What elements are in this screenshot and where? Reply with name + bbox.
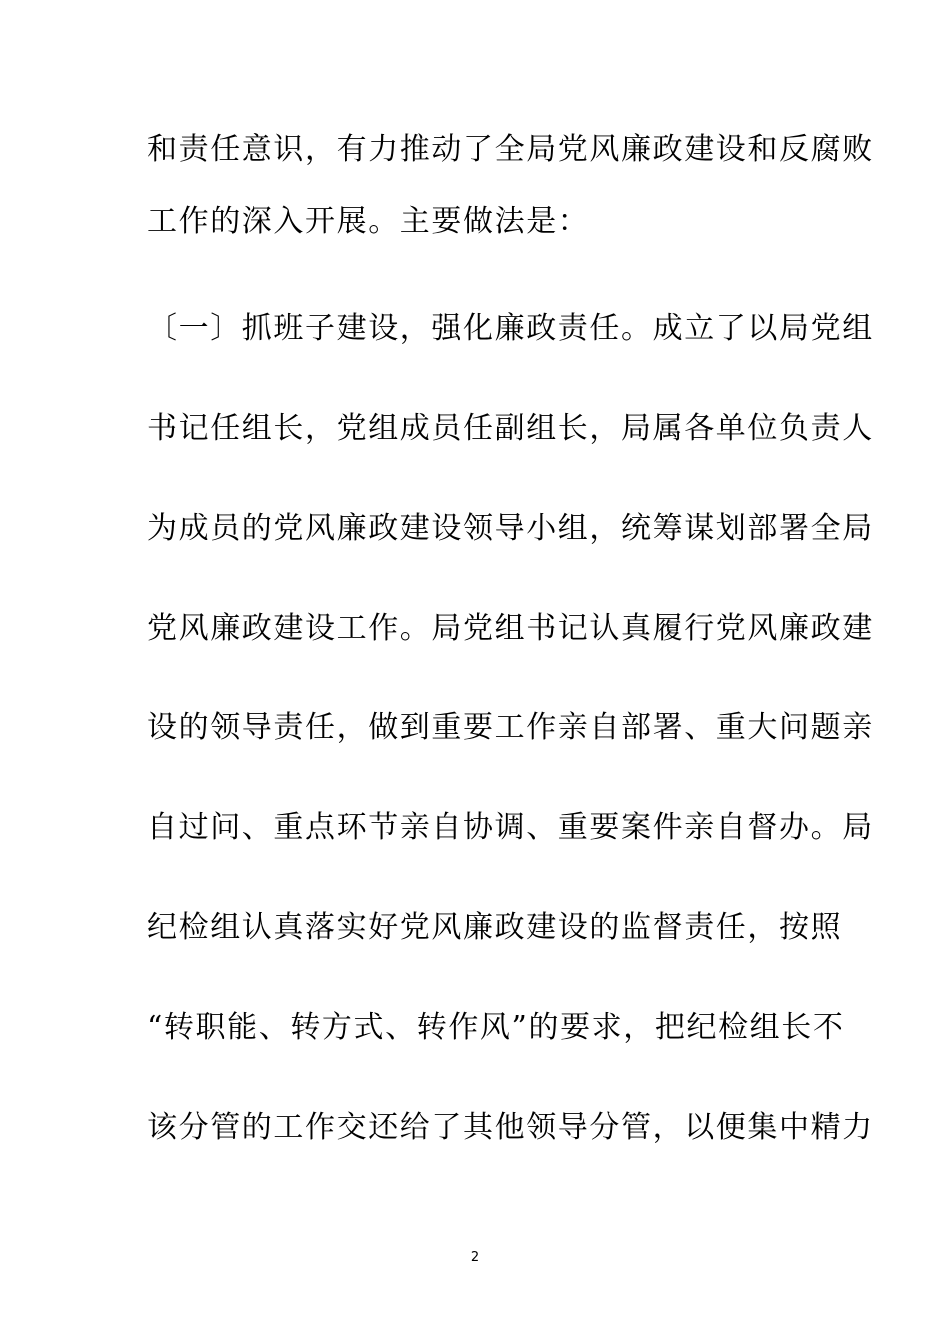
page-number: 2 [470, 1250, 480, 1265]
body-text-line: 设的领导责任，做到重要工作亲自部署、重大问题亲 [147, 710, 874, 745]
body-text-line: 自过问、重点环节亲自协调、重要案件亲自督办。局 [147, 810, 874, 845]
body-text-line: 工作的深入开展。主要做法是： [147, 204, 590, 239]
body-text-line: 为成员的党风廉政建设领导小组，统筹谋划部署全局 [147, 511, 874, 546]
body-text-line: 该分管的工作交还给了其他领导分管，以便集中精力 [147, 1110, 874, 1145]
body-text-line: 和责任意识，有力推动了全局党风廉政建设和反腐败 [147, 132, 874, 167]
body-text-line: 党风廉政建设工作。局党组书记认真履行党风廉政建 [147, 611, 874, 646]
body-text-line: “转职能、转方式、转作风”的要求，把纪检组长不 [147, 1010, 845, 1045]
body-text-line: 纪检组认真落实好党风廉政建设的监督责任，按照 [147, 910, 843, 945]
section-heading-line: 〔一〕抓班子建设，强化廉政责任。成立了以局党组 [147, 311, 874, 346]
body-text-line: 书记任组长，党组成员任副组长，局属各单位负责人 [147, 411, 874, 446]
